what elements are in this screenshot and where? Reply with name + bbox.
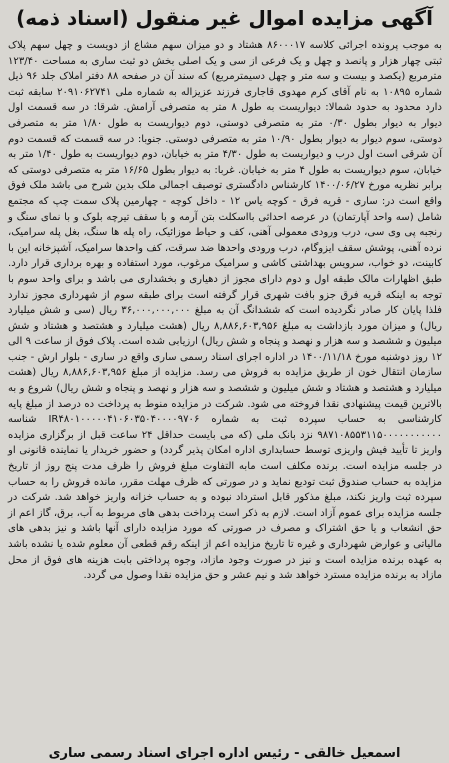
signature-line: اسمعیل خالقی - رئیس اداره اجرای اسناد رسمی ساری xyxy=(48,746,401,761)
notice-title: آگهی مزایده اموال غیر منقول (اسناد ذمه) xyxy=(16,6,433,30)
notice-text: به موجب پرونده اجرائی کلاسه ۸۶۰۰۰۱۷ هشتاد و دو میزان سهم مشاع از دویست و چهل سهم پلاک ثبتی چهار هزار و پانصد و چهل و یک فرعی از سی و یک اصلی بخش دو ثبت ساری به مساحت ۱۲۳/۴۰ مترمربع (یکصد و بیست و سه متر و چهل دسیمترمربع) که سند آن در صفحه ۸۸ دفتر املاک جلد ۹۶ ذیل شماره ۱۰۸۹۵ به نام آقای کرم مهدوی قاجاری فرزند عزیزاله به شماره ملی ۲۰۹۱۰۶۲۷۴۱ سابقه ثبت دارد محدود به حدود شمالا: دیواریست به طول ۸ متر به متصرفی آرامش. شرقا: در سه قسمت اول دیوار به دیوار بطول ۰/۳۰ متر به متصرفی دوستی، دوم دیواریست به طول ۱/۸۰ متر به متصرفی دوستی، سوم دیوار به دیوار بطول ۱۰/۹۰ متر به متصرفی دوستی. جنوبا: در سه قسمت که قسمت دوم آن شرقی است اول درب و دیواریست به طول ۴/۳۰ متر به خیابان، دوم دیواریست به طول ۱/۴۰ متر به خیابان، سوم دیواریست به طول ۴ متر به خیابان. غربا: به دیوار بطول ۱۶/۶۵ متر به متصرفی دوستی که برابر نظریه مورخ ۱۴۰۰/۰۶/۲۷ کارشناس دادگستری توصیف اجمالی ملک بدین شرح می باشد ملک فوق واقع است در: ساری - قریه فرق - کوچه یاس ۱۲ - داخل کوچه - چهارمین پلاک سمت چپ که مجتمع شامل (سه واحد آپارتمان) در عرصه احداثی بااسکلت بتن آرمه و با سقف تیرچه بلوک و با نمای سنگ و رنجبه پی وی سی، درب ورودی معمولی آهنی، کف و حیاط موزائیک، راه پله ها سنگ، بغل پله سرامیک، نرده آهنی، پوشش سقف ایزوگام، درب ورودی واحدها ضد سرقت، کف واحدها سرامیک، آشپزخانه این با کابینت، دو خواب، سرویس بهداشتی کاشی و سرامیک مرغوب، مورد استفاده و بهره برداری قرار دارد. طبق اظهارات مالک طبقه اول و دوم دارای مجوز از دهیاری و بخشداری می باشد و برای واحد سوم با توجه به اینکه قریه فرق جزو بافت شهری قرار گرفته است برای طبقه سوم از شهرداری مجوز ندارد فلذا پایان کار صادر نگردیده است که ششدانگ آن به مبلغ ۳۶,۰۰۰,۰۰۰,۰۰۰ ریال (سی و شش میلیارد ریال) و میزان مورد بازداشت به مبلغ ۸,۸۸۶,۶۰۳,۹۵۶ ریال (هشت میلیارد و هشتصد و هشتاد و شش میلیون و ششصد و سه هزار و نهصد و پنجاه و شش ریال) ارزیابی شده است. پلاک فوق از ساعت ۹ الی ۱۲ روز دوشنبه مورخ ۱۴۰۰/۱۱/۱۸ در اداره اجرای اسناد رسمی ساری واقع در ساری - بلوار ارش - جنب سازمان انتقال خون از طریق مزایده به فروش می رسد. مزایده از مبلغ ۸,۸۸۶,۶۰۳,۹۵۶ ریال (هشت میلیارد و هشتصد و هشتاد و شش میلیون و ششصد و سه هزار و نهصد و پنجاه و شش ریال) شروع و به بالاترین قیمت پیشنهادی نقدا فروخته می شود. شرکت در مزایده منوط به پرداخت ده درصد از مبلغ پایه کارشناسی به حساب سپرده ثبت به شماره IR۴۸۰۱۰۰۰۰۰۴۱۰۶۰۳۵۰۴۰۰۰۰۹۷۰۶ شناسه ۹۸۷۱۰۸۵۵۳۱۱۵۰۰۰۰۰۰۰۰۰۰۰ نزد بانک ملی (که می بایست حداقل ۲۴ ساعت قبل از برگزاری مزایده واریز تا تأیید فیش واریزی توسط حسابداری اداره امکان پذیر گردد) و حضور خریدار یا نماینده قانونی او در جلسه مزایده است. برنده مکلف است مابه التفاوت مبلغ فروش را ظرف مدت پنج روز از تاریخ مزایده به حساب صندوق ثبت تودیع نماید و در صورتی که ظرف مهلت مقرر، مانده فروش را به حساب سپرده ثبت واریز نکند، مبلغ مذکور قابل استرداد نبوده و به حساب خزانه واریز خواهد شد. شرکت در جلسه مزایده برای عموم آزاد است. لازم به ذکر است پرداخت بدهی های مربوط به آب، برق، گاز اعم از حق انشعاب و یا حق اشتراک و مصرف در صورتی که مورد مزایده دارای آنها باشد و نیز بدهی های مالیاتی و عوارض شهرداری و غیره تا تاریخ مزایده اعم از اینکه رقم قطعی آن معلوم شده یا نشده باشد به عهده برنده مزایده است و نیز در صورت وجود مازاد، وجوه پرداختی بابت هزینه های فوق از محل مازاد به برنده مزایده مسترد خواهد شد و نیم عشر و حق مزایده نقدا وصول می گردد. xyxy=(8,40,443,582)
notice-body xyxy=(8,38,442,584)
